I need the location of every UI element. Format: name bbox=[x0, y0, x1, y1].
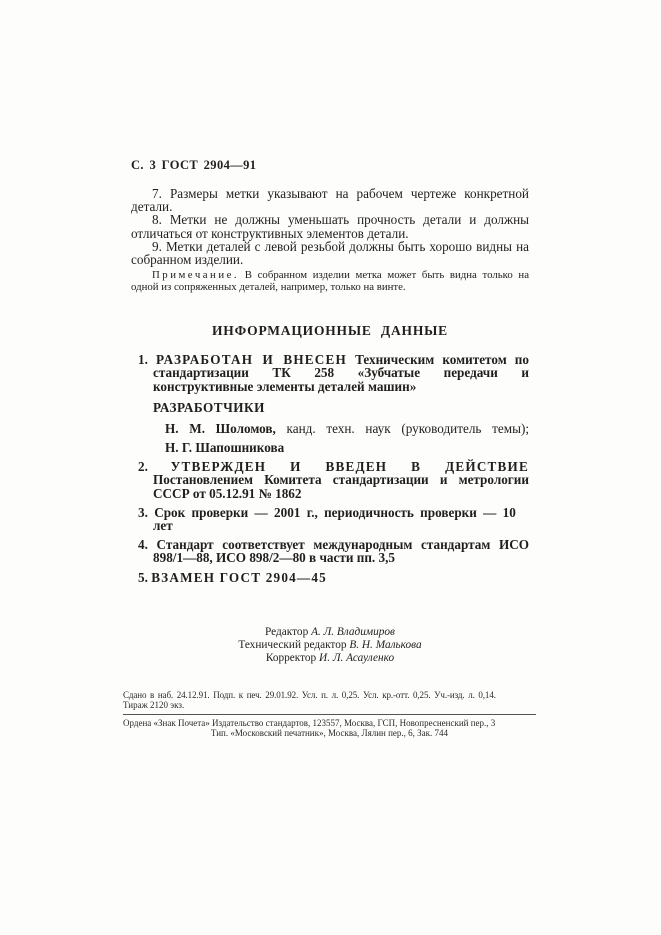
editor-label: Корректор bbox=[265, 652, 320, 665]
editors-block bbox=[131, 626, 529, 666]
paragraph-9: 9. Метки деталей с левой резьбой должны быть хорошо видны на собранном изделии. bbox=[131, 238, 529, 268]
item-caps: УТВЕРЖДЕН И ВВЕДЕН В ДЕЙСТВИЕ bbox=[170, 459, 529, 475]
publisher-line: Ордена «Знак Почета» Издательство стандартов, 123557, Москва, ГСП, Новопресненский пер., 3 bbox=[123, 717, 496, 728]
item-text: Стандарт соответствует международным стандартам ИСО 898/1—88, ИСО 898/2—80 в части пп. 3,5 bbox=[153, 537, 529, 566]
note-label: Примечание. bbox=[152, 269, 240, 282]
developers-heading: РАЗРАБОТЧИКИ bbox=[153, 399, 265, 415]
imprint-block bbox=[123, 690, 536, 739]
imprint-line-1: Сдано в наб. 24.12.91. Подп. к печ. 29.01.92. Усл. п. л. 0,25. Усл. кр.-отт. 0,25. Уч.-изд. л. 0,14. bbox=[123, 690, 496, 700]
developer-name: Н. Г. Шапошникова bbox=[165, 440, 285, 456]
item-number: 2. bbox=[138, 459, 171, 475]
item-text: Срок проверки — 2001 г., периодичность проверки — 10 лет bbox=[153, 504, 516, 534]
developer-line-2 bbox=[165, 441, 529, 454]
item-number: 4. bbox=[138, 537, 157, 553]
item-number: 5. bbox=[138, 569, 152, 585]
editor-line bbox=[131, 626, 529, 639]
item-caps: ВЗАМЕН ГОСТ 2904—45 bbox=[151, 569, 327, 585]
editor-label: Технический редактор bbox=[238, 639, 350, 652]
divider-rule bbox=[123, 714, 536, 715]
editor-name: А. Л. Владимиров bbox=[311, 626, 395, 638]
info-item-4 bbox=[131, 538, 529, 564]
info-item-3 bbox=[131, 506, 529, 532]
printer-line: Тип. «Московский печатник», Москва, Лялин пер., 6, Зак. 744 bbox=[210, 728, 449, 739]
developer-role: канд. техн. наук (руководитель темы); bbox=[275, 420, 529, 436]
section-heading: ИНФОРМАЦИОННЫЕ ДАННЫЕ bbox=[212, 323, 448, 339]
editor-name: И. Л. Асауленко bbox=[319, 652, 395, 665]
item-number: 3. bbox=[138, 504, 155, 520]
paragraph-7: 7. Размеры метки указывают на рабочем чертеже конкретной детали. bbox=[131, 186, 529, 215]
body-content bbox=[131, 187, 529, 584]
note bbox=[131, 270, 529, 293]
editor-line bbox=[131, 652, 529, 665]
editor-line bbox=[131, 639, 529, 652]
info-item-1 bbox=[131, 353, 529, 393]
editor-name: В. Н. Малькова bbox=[349, 639, 422, 652]
paragraph-8: 8. Метки не должны уменьшать прочность детали и должны отличаться от конструктивных элементов детали. bbox=[131, 212, 529, 241]
item-text: Постановлением Комитета стандартизации и метрологии СССР от 05.12.91 № 1862 bbox=[153, 472, 529, 501]
info-item-5 bbox=[131, 571, 529, 584]
note-text: В собранном изделии метка может быть видна только на одной из сопряженных деталей, например, только на винте. bbox=[131, 269, 529, 293]
info-item-2 bbox=[131, 460, 529, 500]
item-text: Техническим комитетом по стандартизации ТК 258 «Зубчатые передачи и конструктивные элементы деталей машин» bbox=[153, 352, 529, 394]
item-number: 1. bbox=[138, 352, 157, 368]
editor-label: Редактор bbox=[265, 626, 312, 638]
item-caps: РАЗРАБОТАН И ВНЕСЕН bbox=[156, 352, 347, 368]
developer-line-1 bbox=[165, 422, 529, 435]
developer-name: Н. М. Шоломов, bbox=[165, 420, 276, 436]
imprint-line-2: Тираж 2120 экз. bbox=[123, 700, 185, 711]
page-header: С. 3 ГОСТ 2904—91 bbox=[131, 158, 257, 172]
